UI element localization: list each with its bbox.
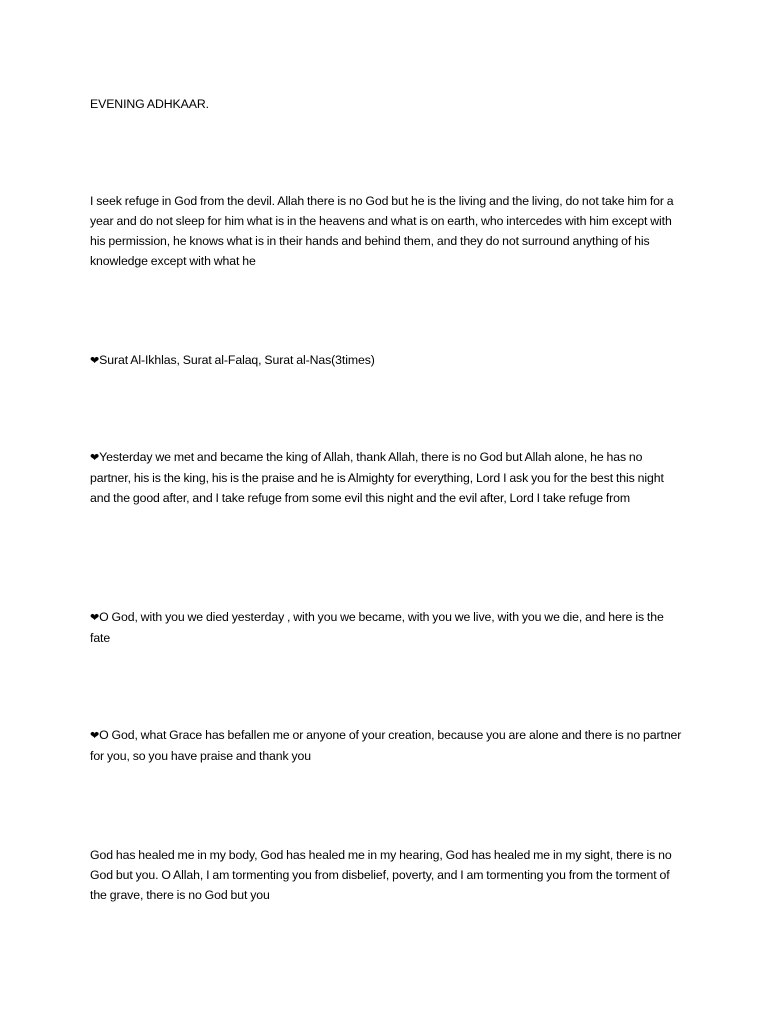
heart-icon: ❤: [90, 355, 100, 367]
paragraph-text: Yesterday we met and became the king of Allah, thank Allah, there is no God but Allah alone, he has no partner, his is the king, his is the praise and he is Almighty for everything, Lord I ask you for the best this night and the good after, and I take refuge from some evil this night and the evil after, Lord I take refuge from: [90, 450, 664, 505]
heart-icon: ❤: [90, 452, 100, 464]
document-title: EVENING ADHKAAR.: [90, 97, 209, 111]
heart-icon: ❤: [90, 612, 100, 624]
paragraph-text: Surat Al-Ikhlas, Surat al-Falaq, Surat al-Nas(3times): [99, 353, 375, 367]
paragraph-text: O God, with you we died yesterday , with you we became, with you we live, with you we die, and here is the fate: [90, 610, 664, 645]
paragraph-text: O God, what Grace has befallen me or anyone of your creation, because you are alone and there is no partner for you, so you have praise and thank you: [90, 728, 682, 763]
paragraph-o-god-with-you: [90, 607, 682, 648]
paragraph-surahs: [90, 350, 682, 371]
paragraph-grace: [90, 725, 682, 766]
paragraph-ayat-al-kursi: [90, 191, 682, 271]
paragraph-text: I seek refuge in God from the devil. Allah there is no God but he is the living and the living, do not take him for a year and do not sleep for him what is in the heavens and what is on earth, who intercedes with him except with his permission, he knows what is in their hands and behind them, and they do not surround anything of his knowledge except with what he: [90, 194, 674, 268]
paragraph-healing: [90, 845, 682, 905]
heart-icon: ❤: [90, 730, 100, 742]
paragraph-evening-dua: [90, 447, 682, 508]
paragraph-text: God has healed me in my body, God has healed me in my hearing, God has healed me in my sight, there is no God but you. O Allah, I am tormenting you from disbelief, poverty, and I am tormenting you from the torment of the grave, there is no God but you: [90, 848, 672, 902]
